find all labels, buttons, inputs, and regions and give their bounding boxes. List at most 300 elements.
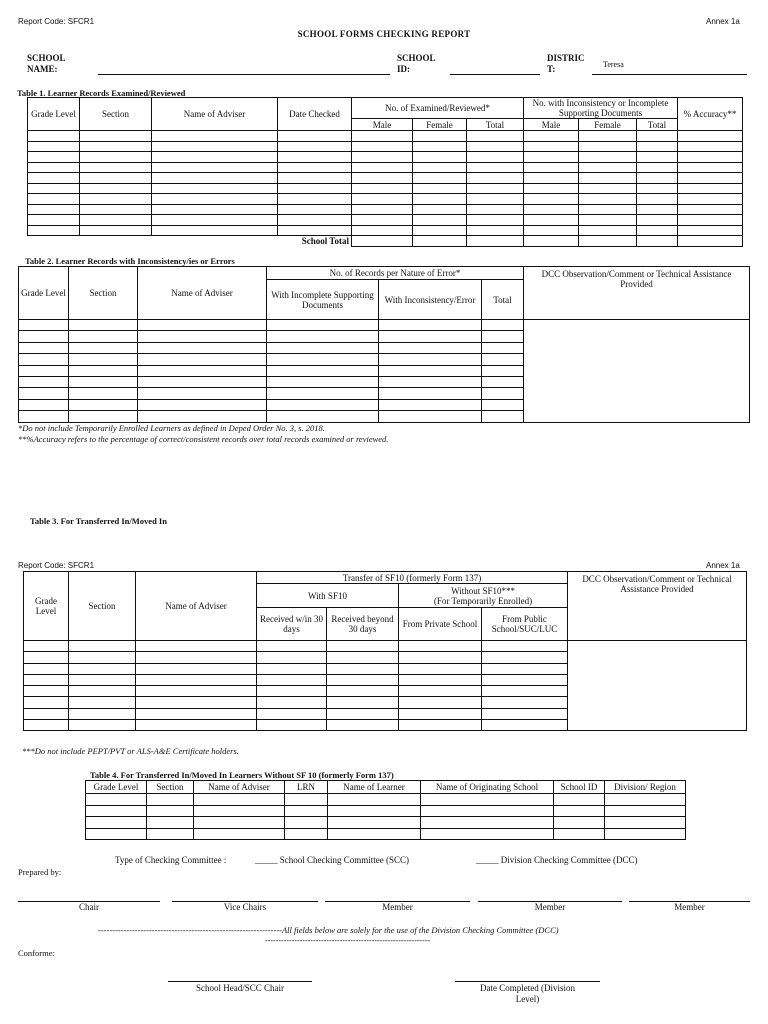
table-cell[interactable] [399, 663, 482, 674]
table-cell[interactable] [147, 828, 194, 840]
table-cell[interactable] [194, 817, 285, 829]
table-cell[interactable] [467, 225, 524, 236]
table-cell[interactable] [524, 215, 579, 226]
table-cell[interactable] [605, 805, 686, 817]
table-cell[interactable] [579, 236, 637, 247]
table-cell[interactable] [352, 183, 413, 194]
table-cell[interactable] [399, 720, 482, 731]
table-cell[interactable] [637, 236, 678, 247]
table-cell[interactable] [257, 686, 327, 697]
table-cell[interactable] [69, 720, 136, 731]
table2 [18, 266, 750, 423]
table-cell[interactable] [19, 320, 69, 331]
table-cell[interactable] [152, 215, 278, 226]
table-cell[interactable] [399, 652, 482, 663]
table-cell[interactable] [19, 376, 69, 387]
table-cell[interactable] [28, 194, 80, 205]
table-cell[interactable] [413, 183, 467, 194]
table-cell[interactable] [413, 236, 467, 247]
table-cell[interactable] [327, 652, 399, 663]
table-cell[interactable] [605, 817, 686, 829]
table-cell[interactable] [267, 331, 379, 342]
table-cell[interactable] [482, 652, 568, 663]
committee-scc-option[interactable]: _____ School Checking Committee (SCC) [255, 855, 409, 865]
table-cell[interactable] [524, 236, 579, 247]
table-cell[interactable] [28, 183, 80, 194]
table-cell[interactable] [194, 805, 285, 817]
table-cell[interactable] [554, 794, 605, 806]
table-cell[interactable] [379, 331, 482, 342]
table-cell[interactable] [257, 663, 327, 674]
table-cell[interactable] [678, 236, 743, 247]
table-cell[interactable] [421, 828, 554, 840]
table-cell[interactable] [278, 141, 352, 152]
table-cell[interactable] [267, 399, 379, 410]
table-cell[interactable] [69, 641, 136, 652]
table-cell[interactable] [152, 162, 278, 173]
table-cell[interactable] [147, 817, 194, 829]
table-cell[interactable] [257, 641, 327, 652]
table-cell[interactable] [678, 152, 743, 163]
table-cell[interactable] [413, 204, 467, 215]
table-cell[interactable] [278, 173, 352, 184]
table-cell[interactable] [678, 215, 743, 226]
table2-title: Table 2. Learner Records with Inconsistency/ies or Errors [25, 256, 235, 266]
table-cell[interactable] [327, 686, 399, 697]
table4 [85, 780, 686, 840]
table-cell[interactable] [579, 131, 637, 142]
table-cell[interactable] [482, 320, 524, 331]
table-cell[interactable] [136, 674, 257, 685]
table-cell[interactable] [379, 354, 482, 365]
table-cell[interactable] [278, 131, 352, 142]
table-cell[interactable] [579, 141, 637, 152]
table-cell[interactable] [482, 708, 568, 719]
table-cell[interactable] [194, 828, 285, 840]
table-cell[interactable] [678, 131, 743, 142]
table-cell[interactable] [152, 194, 278, 205]
table-cell[interactable] [413, 162, 467, 173]
t1-h-total2: Total [637, 119, 678, 131]
table-cell[interactable] [194, 794, 285, 806]
table-cell[interactable] [554, 805, 605, 817]
table-cell[interactable] [554, 817, 605, 829]
table-cell[interactable] [267, 411, 379, 422]
table-cell[interactable] [637, 215, 678, 226]
table-cell[interactable] [678, 183, 743, 194]
table-cell[interactable] [482, 686, 568, 697]
table-cell[interactable] [28, 131, 80, 142]
table-cell[interactable] [69, 686, 136, 697]
table-cell[interactable] [352, 131, 413, 142]
table-cell[interactable] [136, 641, 257, 652]
table-cell[interactable] [605, 794, 686, 806]
table-cell[interactable] [138, 331, 267, 342]
table-cell[interactable] [379, 365, 482, 376]
table-cell[interactable] [136, 708, 257, 719]
dcc-only-note: -----------------------------------------------------------------All fields below are solely for the use of the Division Checking Committee (DCC) [98, 925, 559, 935]
table-cell[interactable] [267, 342, 379, 353]
table-cell[interactable] [678, 225, 743, 236]
table-cell[interactable] [327, 674, 399, 685]
table-cell[interactable] [24, 708, 69, 719]
table-cell[interactable] [24, 663, 69, 674]
table-cell[interactable] [24, 697, 69, 708]
table-cell[interactable] [482, 411, 524, 422]
table-row [24, 641, 747, 652]
table-cell[interactable] [19, 388, 69, 399]
t1-h-section: Section [80, 98, 152, 131]
table-cell[interactable] [80, 183, 152, 194]
table-cell[interactable] [19, 365, 69, 376]
table-cell[interactable] [267, 354, 379, 365]
table-cell[interactable] [579, 215, 637, 226]
table-cell[interactable] [554, 828, 605, 840]
table-cell[interactable] [257, 720, 327, 731]
table-cell[interactable] [379, 342, 482, 353]
table-cell[interactable] [28, 141, 80, 152]
table-cell[interactable] [467, 173, 524, 184]
table-cell[interactable] [69, 697, 136, 708]
table-cell[interactable] [257, 652, 327, 663]
table-cell[interactable] [138, 376, 267, 387]
table-cell[interactable] [637, 183, 678, 194]
table-cell[interactable] [637, 194, 678, 205]
table-cell[interactable] [328, 828, 421, 840]
table-cell[interactable] [19, 354, 69, 365]
table-cell[interactable] [138, 399, 267, 410]
table-cell[interactable] [579, 152, 637, 163]
table-cell[interactable] [152, 141, 278, 152]
signature-label-school-head: School Head/SCC Chair [196, 983, 284, 993]
table-cell[interactable] [19, 342, 69, 353]
table-cell[interactable] [579, 204, 637, 215]
table-cell[interactable] [152, 152, 278, 163]
table-cell[interactable] [467, 152, 524, 163]
table-cell[interactable] [138, 342, 267, 353]
table-cell[interactable] [467, 215, 524, 226]
table-cell[interactable] [152, 131, 278, 142]
table-cell[interactable] [467, 131, 524, 142]
table-cell[interactable] [399, 641, 482, 652]
table1 [27, 97, 743, 247]
table-cell[interactable] [136, 663, 257, 674]
table-cell[interactable] [69, 411, 138, 422]
table-cell[interactable] [421, 805, 554, 817]
table-cell[interactable] [80, 131, 152, 142]
table-cell[interactable] [678, 204, 743, 215]
table-row [28, 215, 743, 226]
table-cell[interactable] [482, 388, 524, 399]
table-cell[interactable] [637, 225, 678, 236]
signature-line-date-completed[interactable] [455, 981, 600, 982]
t2-h-adviser: Name of Adviser [138, 267, 267, 320]
table-cell[interactable] [413, 225, 467, 236]
table-cell[interactable] [152, 225, 278, 236]
table-cell[interactable] [328, 817, 421, 829]
t3-h-transfer: Transfer of SF10 (formerly Form 137) [257, 572, 568, 584]
table-cell[interactable] [69, 331, 138, 342]
table-cell[interactable] [257, 674, 327, 685]
table-cell[interactable] [524, 194, 579, 205]
table-cell[interactable] [379, 399, 482, 410]
table-cell[interactable] [69, 354, 138, 365]
table-cell[interactable] [678, 194, 743, 205]
table-cell[interactable] [352, 215, 413, 226]
table-cell[interactable] [413, 141, 467, 152]
table-cell[interactable] [352, 225, 413, 236]
table-cell[interactable] [80, 141, 152, 152]
table-cell[interactable] [413, 194, 467, 205]
table-cell[interactable] [482, 399, 524, 410]
table3 [23, 571, 747, 731]
table-cell[interactable] [80, 225, 152, 236]
table-cell[interactable] [579, 183, 637, 194]
table-cell[interactable] [399, 708, 482, 719]
table-cell[interactable] [413, 173, 467, 184]
table-cell[interactable] [24, 641, 69, 652]
table-cell[interactable] [267, 320, 379, 331]
table-cell[interactable] [413, 152, 467, 163]
table-cell[interactable] [147, 805, 194, 817]
table-cell[interactable] [69, 674, 136, 685]
table-cell[interactable] [467, 236, 524, 247]
table-cell[interactable] [678, 162, 743, 173]
table-cell[interactable] [285, 794, 328, 806]
table-cell[interactable] [28, 225, 80, 236]
table-cell[interactable] [352, 173, 413, 184]
table-cell[interactable] [328, 805, 421, 817]
table-cell[interactable] [24, 686, 69, 697]
t3-h-without: Without SF10*** (For Temporarily Enrolled) [399, 584, 568, 608]
table-cell[interactable] [637, 152, 678, 163]
table-cell[interactable] [152, 204, 278, 215]
table-cell[interactable] [278, 194, 352, 205]
table-cell[interactable] [524, 152, 579, 163]
table-cell[interactable] [69, 342, 138, 353]
table-cell[interactable] [678, 173, 743, 184]
table-cell[interactable] [352, 194, 413, 205]
table-cell[interactable] [267, 376, 379, 387]
table-cell[interactable] [19, 331, 69, 342]
table-cell[interactable] [637, 141, 678, 152]
signature-label-member-2: Member [534, 902, 566, 912]
table-cell[interactable] [80, 204, 152, 215]
table-cell[interactable] [28, 152, 80, 163]
table-cell[interactable] [352, 141, 413, 152]
table-cell[interactable] [152, 183, 278, 194]
table-cell[interactable] [421, 794, 554, 806]
school-name-field[interactable] [98, 74, 390, 75]
conforme-label: Conforme: [18, 948, 55, 958]
t2-h-dcc: DCC Observation/Comment or Technical Assistance Provided [524, 267, 750, 320]
table-cell[interactable] [80, 173, 152, 184]
table-cell[interactable] [467, 204, 524, 215]
table-cell[interactable] [637, 162, 678, 173]
t3-h-beyond30: Received beyond 30 days [327, 608, 399, 641]
table-cell[interactable] [605, 828, 686, 840]
table-cell[interactable] [579, 173, 637, 184]
table-cell[interactable] [327, 641, 399, 652]
table-cell[interactable] [482, 674, 568, 685]
table-cell[interactable] [379, 411, 482, 422]
table-cell[interactable] [24, 674, 69, 685]
table-cell[interactable] [257, 708, 327, 719]
table-cell[interactable] [482, 331, 524, 342]
table-cell[interactable] [278, 162, 352, 173]
table-cell[interactable] [24, 720, 69, 731]
table-cell[interactable] [86, 817, 147, 829]
table-cell[interactable] [136, 697, 257, 708]
table-cell[interactable] [327, 720, 399, 731]
table-cell[interactable] [138, 354, 267, 365]
table-cell[interactable] [278, 225, 352, 236]
table-cell[interactable] [327, 697, 399, 708]
table-cell[interactable] [86, 794, 147, 806]
table-cell[interactable] [80, 194, 152, 205]
table-cell[interactable] [136, 652, 257, 663]
table-cell[interactable] [524, 225, 579, 236]
note-temporarily-enrolled: *Do not include Temporarily Enrolled Learners as defined in Deped Order No. 3, s. 2018. [18, 423, 325, 433]
table-cell[interactable] [524, 173, 579, 184]
table-cell[interactable] [482, 354, 524, 365]
table-cell[interactable] [69, 399, 138, 410]
table-cell[interactable] [278, 204, 352, 215]
table-cell[interactable] [399, 674, 482, 685]
table-cell[interactable] [152, 173, 278, 184]
table-cell[interactable] [28, 215, 80, 226]
table-cell[interactable] [327, 708, 399, 719]
table-cell[interactable] [482, 720, 568, 731]
table-cell[interactable] [69, 652, 136, 663]
table-cell[interactable] [482, 697, 568, 708]
table-cell[interactable] [136, 720, 257, 731]
table-cell[interactable] [524, 204, 579, 215]
table-cell[interactable] [579, 194, 637, 205]
table-cell[interactable] [80, 152, 152, 163]
table-cell[interactable] [524, 131, 579, 142]
table-cell[interactable] [637, 204, 678, 215]
table-cell[interactable] [328, 794, 421, 806]
table-cell[interactable] [579, 162, 637, 173]
table-cell[interactable] [24, 652, 69, 663]
table-cell[interactable] [482, 663, 568, 674]
table-cell[interactable] [421, 817, 554, 829]
table-cell[interactable] [28, 204, 80, 215]
t3-h-within30: Received w/in 30 days [257, 608, 327, 641]
table-cell[interactable] [637, 131, 678, 142]
district-value: Teresa [603, 60, 624, 69]
table-cell[interactable] [352, 162, 413, 173]
table-cell[interactable] [69, 663, 136, 674]
district-field[interactable] [592, 74, 747, 75]
table-cell[interactable] [86, 805, 147, 817]
table-cell[interactable] [467, 194, 524, 205]
table-cell[interactable] [524, 141, 579, 152]
t2-h-inconsistency: With Inconsistency/Error [379, 280, 482, 320]
table-cell[interactable] [138, 320, 267, 331]
table-row [28, 225, 743, 236]
table-cell[interactable] [285, 805, 328, 817]
table-cell[interactable] [399, 686, 482, 697]
table-cell[interactable] [257, 697, 327, 708]
table-cell[interactable] [69, 388, 138, 399]
table-cell[interactable] [267, 365, 379, 376]
table-cell[interactable] [524, 183, 579, 194]
table-cell[interactable] [327, 663, 399, 674]
table-cell[interactable] [278, 183, 352, 194]
table-cell[interactable] [467, 162, 524, 173]
table-cell[interactable] [80, 215, 152, 226]
table-cell[interactable] [379, 320, 482, 331]
table-cell[interactable] [568, 641, 747, 731]
table-cell[interactable] [399, 697, 482, 708]
table-cell[interactable] [278, 215, 352, 226]
table-cell[interactable] [28, 162, 80, 173]
table-cell[interactable] [69, 376, 138, 387]
table-cell[interactable] [579, 225, 637, 236]
table-cell[interactable] [138, 411, 267, 422]
table-cell[interactable] [136, 686, 257, 697]
t3-h-section: Section [69, 572, 136, 641]
table-cell[interactable] [285, 817, 328, 829]
table-cell[interactable] [678, 141, 743, 152]
annex-label-2: Annex 1a [706, 561, 740, 570]
table-cell[interactable] [413, 215, 467, 226]
school-name-label: SCHOOL NAME: [27, 53, 66, 74]
table-cell[interactable] [19, 399, 69, 410]
table-cell[interactable] [19, 411, 69, 422]
table-cell[interactable] [352, 152, 413, 163]
table-cell[interactable] [278, 152, 352, 163]
table-cell[interactable] [80, 162, 152, 173]
table-cell[interactable] [482, 365, 524, 376]
table-cell[interactable] [482, 342, 524, 353]
t2-h-total: Total [482, 280, 524, 320]
table-cell[interactable] [524, 162, 579, 173]
table-cell[interactable] [482, 376, 524, 387]
table-cell[interactable] [267, 388, 379, 399]
t4-header-cell: Name of Adviser [194, 781, 285, 794]
table-cell[interactable] [86, 828, 147, 840]
table-cell[interactable] [138, 388, 267, 399]
committee-dcc-option[interactable]: _____ Division Checking Committee (DCC) [476, 855, 638, 865]
table-cell[interactable] [28, 173, 80, 184]
table-cell[interactable] [285, 828, 328, 840]
table-cell[interactable] [482, 641, 568, 652]
signature-line-school-head[interactable] [168, 981, 312, 982]
table-cell[interactable] [379, 388, 482, 399]
table-cell[interactable] [637, 173, 678, 184]
table-cell[interactable] [69, 708, 136, 719]
t4-header-cell: Grade Level [86, 781, 147, 794]
t2-h-section: Section [69, 267, 138, 320]
table-cell[interactable] [379, 376, 482, 387]
table-cell[interactable] [413, 131, 467, 142]
signature-label-chair: Chair [79, 902, 99, 912]
table-cell[interactable] [147, 794, 194, 806]
table-cell[interactable] [467, 141, 524, 152]
table-cell[interactable] [352, 236, 413, 247]
table-cell[interactable] [524, 320, 750, 423]
table-cell[interactable] [69, 365, 138, 376]
table-cell[interactable] [467, 183, 524, 194]
table-cell[interactable] [352, 204, 413, 215]
school-id-field[interactable] [450, 74, 540, 75]
table-cell[interactable] [69, 320, 138, 331]
table-cell[interactable] [138, 365, 267, 376]
table-row [28, 194, 743, 205]
